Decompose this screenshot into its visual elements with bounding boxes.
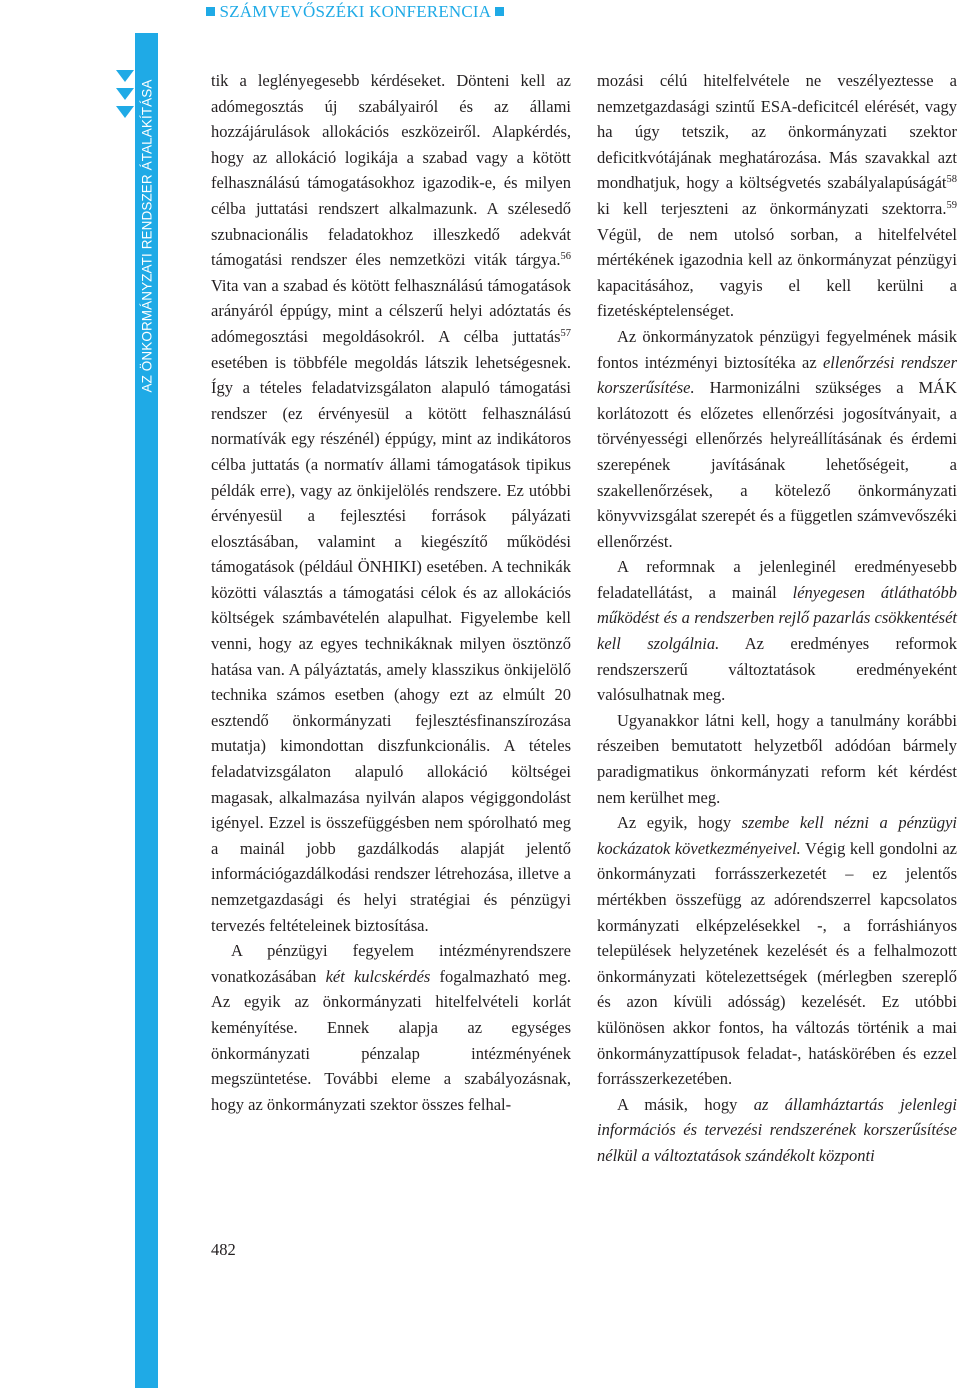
text-run: Ugyanakkor látni kell, hogy a tanulmány korábbi részeiben bemutatott helyzetből adódóan bármely paradigmatikus önkormányzati reform két kérdést nem kerülhet meg. — [597, 710, 957, 807]
emphasis-text: ellenőrzési rendszer korszerűsítése. — [597, 352, 957, 398]
text-run: ki kell terjeszteni az önkormányzati szektorra. — [597, 198, 947, 218]
text-run: Az egyik, hogy — [617, 813, 742, 833]
paragraph — [597, 554, 957, 708]
left-text-column — [211, 68, 571, 1117]
emphasis-text: az államháztartás jelenlegi információs és tervezési rendszerének korszerűsítése nélkül a változtatások szándékolt központi — [597, 1094, 957, 1165]
text-run: tik a leglényegesebb kérdéseket. Dönteni kell az adómegosztás új szabályairól és az állami hozzájárulások allokációs eszközeiről. Alapkérdés, hogy az allokáció logikája a szabad vagy a kötött felhasználású támogatásokhoz igazodik-e, és milyen célba juttatási rendszert alkalmazunk. A szélesedő szubnacionális feladatokhoz illeszkedő adekvát támogatási rendszer éles nemzetközi viták tárgya. — [211, 71, 571, 270]
paragraph — [211, 68, 571, 938]
text-run: Végig kell gondolni az önkormányzati forrásszerkezetét – ez jelentős mértékben összefügg az adórendszerrel kapcsolatos kormányzati elképzelésekkel -, a forráshiányos települések helyzetének kezelését és a felhalmozott önkormányzati kötelezettségek (mérlegben szereplő és azon kívüli adósság) kezelését. Ez utóbbi különösen akkor fontos, ha változás történik a mai önkormányzattípusok feladat-, hatáskörében és ezzel forrásszerkezetében. — [597, 838, 957, 1089]
text-run: Vita van a szabad és kötött felhasználású támogatások arányáról éppúgy, mint a célszerű helyi adóztatás és adómegosztási megoldásokról. A célba juttatás — [211, 275, 571, 346]
emphasis-text: lényegesen átláthatóbb működést és a rendszerben rejlő pazarlás csökkentését kell szolgálnia. — [597, 582, 957, 654]
text-run: Az eredményes reformok rendszerszerű változtatások eredményeként valósulhatnak meg. — [597, 634, 957, 705]
triangle-down-icon — [116, 70, 134, 82]
text-run: mozási célú hitelfelvétele ne veszélyeztesse a nemzetgazdasági szintű ESA-deficitcél elérését, vagy ha úgy tetszik, az önkormányzati szektor deficitkvótájának meghatározása. Más szavakkal azt mondhatjuk, hogy a költségvetés szabályalapúságát — [597, 71, 957, 193]
text-run: A pénzügyi fegyelem intézményrendszere vonatkozásában — [211, 941, 571, 986]
text-run: Végül, de nem utolsó sorban, a hitelfelvétel mértékének igazodnia kell az önkormányzat pénzügyi kapacitásához, vagyis el kell kerülni a fizetésképtelenséget. — [597, 224, 957, 321]
text-run: A reformnak a jelenleginél eredményesebb feladatellátást, a mainál — [597, 557, 957, 602]
emphasis-text: szembe kell nézni a pénzügyi kockázatok következményeivel. — [597, 813, 957, 858]
text-run: Az önkormányzatok pénzügyi fegyelmének másik fontos intézményi biztosítéka az — [597, 326, 957, 372]
footnote-ref: 59 — [946, 199, 957, 211]
text-run: fogalmazható meg. Az egyik az önkormányzati hitelfelvételi korlát keményítése. Ennek alapja az egységes önkormányzati pénzalap intézményének megszüntetése. További eleme a szabályozásnak, hogy az önkormányzati szektor összes felhal- — [211, 966, 572, 1114]
text-run: esetében is többféle megoldás látszik lehetségesnek. Így a tételes feladatvizsgálaton alapuló támogatási rendszer (ez érvényesül a kötött felhasználású normatívák egy részénél) éppúgy, mint az indikátoros célba juttatás (a normatív állami támogatások tipikus példák erre), vagy az önkijelölés rendszere. Ez utóbbi érvényesül a fejlesztési források pályázati elosztásában, valamint a kiegészítő működési támogatások (például ÖNHIKI) esetében. A technikák közötti választás a támogatási célok és az allokációs költségek számbavételén alapulhat. Figyelembe kell venni, hogy az egyes technikáknak milyen ösztönző hatása van. A pályáztatás, amely klasszikus önkijelölő technika számos esetben (ahogy ezt az elmúlt 20 esztendő önkormányzati fejlesztésfinanszírozása mutatja) kimondottan diszfunkcionális. A tételes feladatvizsgálaton alapuló allokáció költségei magasak, alkalmazása nyilván alapos végiggondolást igényel. Ezzel is összefüggésben nem spórolható meg a mainál jobb gazdálkodás alapját jelentő információgazdálkodási rendszer létrehozása, illetve a nemzetgazdasági és helyi stratégiai és pénzügyi tervezés feltételeinek biztosítása. — [211, 352, 571, 935]
footnote-ref: 57 — [560, 327, 571, 339]
paragraph — [597, 708, 957, 810]
emphasis-text: két kulcskérdés — [325, 966, 431, 986]
paragraph — [597, 1092, 957, 1169]
triangle-down-icon — [116, 88, 134, 100]
page-number: 482 — [211, 1240, 236, 1259]
right-text-column — [597, 68, 957, 1169]
section-side-label-text: AZ ÖNKORMÁNYZATI RENDSZER ÁTALAKÍTÁSA — [139, 79, 154, 392]
triangle-down-icon — [116, 106, 134, 118]
paragraph — [211, 938, 571, 1117]
square-bullet-icon — [206, 7, 215, 16]
text-run: Harmonizálni szükséges a MÁK korlátozott és előzetes ellenőrzési jogosítványait, a törvényességi ellenőrzés helyreállításának és érdemi szerepének javításának lehetőségeit, a szakellenőrzések, a kötelező önkormányzati könyvvizsgálat szerepét és a független számvevőszéki ellenőrzést. — [597, 378, 957, 551]
square-bullet-icon — [495, 7, 504, 16]
paragraph — [597, 810, 957, 1092]
running-header — [206, 0, 806, 26]
header-title: SZÁMVEVŐSZÉKI KONFERENCIA — [219, 2, 491, 21]
footnote-ref: 58 — [946, 174, 957, 186]
footnote-ref: 56 — [560, 251, 571, 263]
text-run: A másik, hogy — [617, 1094, 754, 1114]
paragraph — [597, 324, 957, 554]
section-side-label — [135, 33, 158, 438]
paragraph — [597, 68, 957, 324]
